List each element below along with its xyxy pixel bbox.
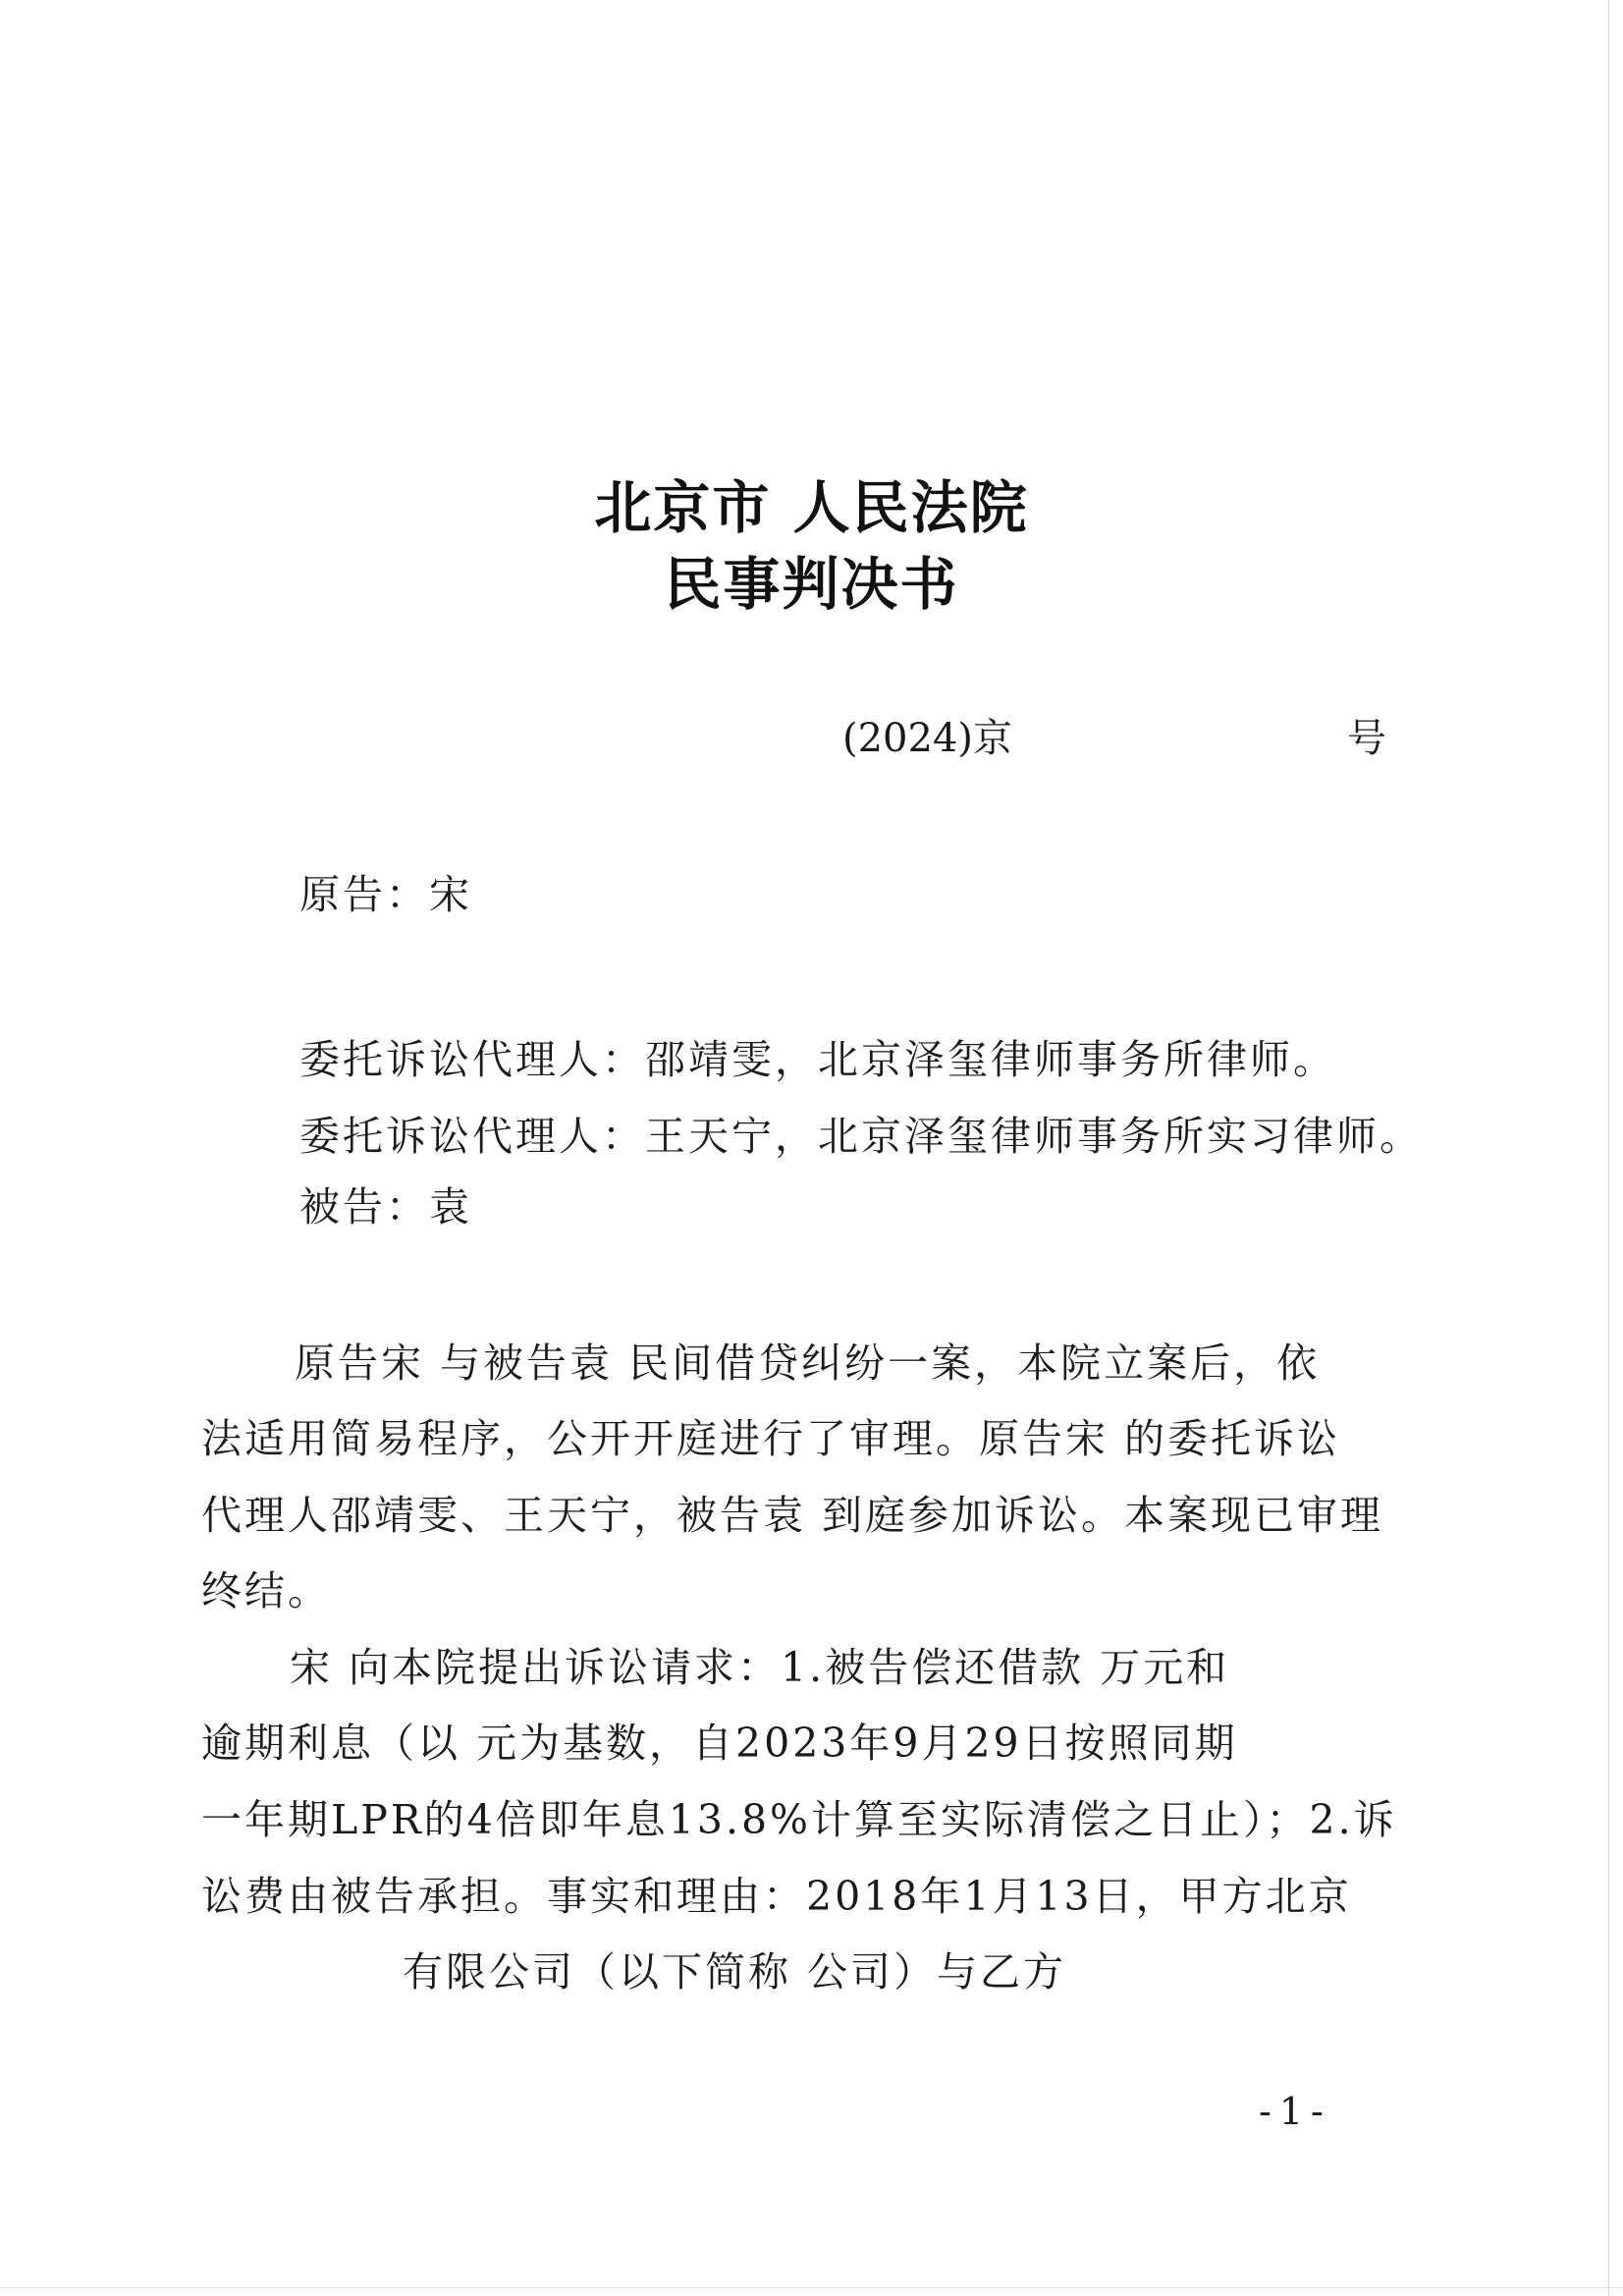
body-line: 终结。: [201, 1567, 331, 1614]
body-line: 原告宋 与被告袁 民间借贷纠纷一案，本院立案后，依: [295, 1339, 1321, 1387]
plaintiff-agent-line-2: 委托诉讼代理人：王天宁，北京泽玺律师事务所实习律师。: [299, 1113, 1423, 1160]
body-line: 宋 向本院提出诉讼请求：1.被告偿还借款 万元和: [290, 1644, 1230, 1691]
scan-edge-bottom: [0, 2287, 1623, 2288]
scan-edge-right: [1608, 0, 1609, 2296]
body-line: 一年期LPR的4倍即年息13.8%计算至实际清偿之日止）；2.诉: [201, 1796, 1397, 1843]
plaintiff-line: 原告：宋: [299, 871, 472, 918]
case-number-prefix: (2024)京: [842, 716, 1013, 761]
body-line: 讼费由被告承担。事实和理由：2018年1月13日，甲方北京: [201, 1873, 1352, 1920]
plaintiff-agent-line-1: 委托诉讼代理人：邵靖雯，北京泽玺律师事务所律师。: [299, 1036, 1336, 1083]
body-line: 法适用简易程序，公开开庭进行了审理。原告宋 的委托诉讼: [201, 1415, 1341, 1462]
page-number: -1-: [1259, 2090, 1331, 2133]
body-line: 代理人邵靖雯、王天宁，被告袁 到庭参加诉讼。本案现已审理: [201, 1492, 1384, 1539]
document-type-heading: 民事判决书: [664, 551, 959, 618]
body-line: 有限公司（以下简称 公司）与乙方: [403, 1948, 1067, 1995]
defendant-line: 被告：袁: [299, 1183, 472, 1230]
court-name-heading: 北京市 人民法院: [594, 474, 1029, 541]
body-line: 逾期利息（以 元为基数，自2023年9月29日按照同期: [201, 1720, 1238, 1767]
case-number-suffix: 号: [1347, 716, 1386, 761]
